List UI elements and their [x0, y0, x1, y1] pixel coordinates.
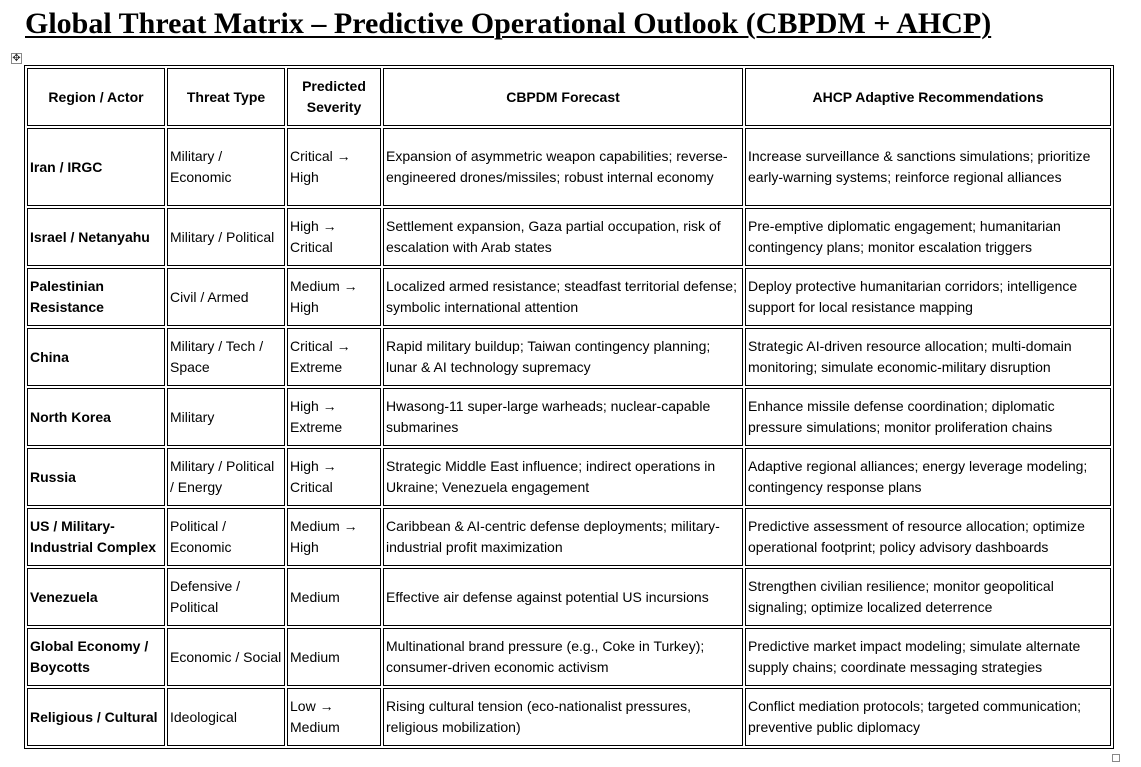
table-row — [27, 628, 1111, 686]
cell-region[interactable]: Iran / IRGC — [27, 128, 165, 206]
cell-region[interactable]: Venezuela — [27, 568, 165, 626]
cell-region[interactable]: Global Economy / Boycotts — [27, 628, 165, 686]
cell-severity[interactable]: Medium → High — [287, 508, 381, 566]
cell-forecast[interactable]: Rising cultural tension (eco-nationalist pressures, religious mobilization) — [383, 688, 743, 746]
cell-forecast[interactable]: Localized armed resistance; steadfast territorial defense; symbolic international attention — [383, 268, 743, 326]
cell-region[interactable]: North Korea — [27, 388, 165, 446]
table-row — [27, 568, 1111, 626]
cell-recommendations[interactable]: Predictive market impact modeling; simulate alternate supply chains; coordinate messaging strategies — [745, 628, 1111, 686]
table-resize-handle[interactable] — [1112, 754, 1120, 762]
table-row — [27, 508, 1111, 566]
cell-region[interactable]: Palestinian Resistance — [27, 268, 165, 326]
cell-recommendations[interactable]: Predictive assessment of resource allocation; optimize operational footprint; policy advisory dashboards — [745, 508, 1111, 566]
table-row — [27, 388, 1111, 446]
cell-region[interactable]: Israel / Netanyahu — [27, 208, 165, 266]
cell-threat-type[interactable]: Political / Economic — [167, 508, 285, 566]
cell-severity[interactable]: Critical → High — [287, 128, 381, 206]
header-ahcp-recommendations: AHCP Adaptive Recommendations — [745, 68, 1111, 126]
cell-threat-type[interactable]: Military / Economic — [167, 128, 285, 206]
cell-forecast[interactable]: Caribbean & AI-centric defense deployments; military-industrial profit maximization — [383, 508, 743, 566]
threat-matrix-table — [24, 65, 1114, 749]
cell-region[interactable]: China — [27, 328, 165, 386]
cell-recommendations[interactable]: Pre-emptive diplomatic engagement; humanitarian contingency plans; monitor escalation triggers — [745, 208, 1111, 266]
table-header-row — [27, 68, 1111, 126]
cell-recommendations[interactable]: Increase surveillance & sanctions simulations; prioritize early-warning systems; reinforce regional alliances — [745, 128, 1111, 206]
cell-region[interactable]: Religious / Cultural — [27, 688, 165, 746]
cell-recommendations[interactable]: Strategic AI-driven resource allocation; multi-domain monitoring; simulate economic-military disruption — [745, 328, 1111, 386]
cell-region[interactable]: Russia — [27, 448, 165, 506]
cell-threat-type[interactable]: Defensive / Political — [167, 568, 285, 626]
header-region: Region / Actor — [27, 68, 165, 126]
table-row — [27, 208, 1111, 266]
cell-threat-type[interactable]: Civil / Armed — [167, 268, 285, 326]
document-title: Global Threat Matrix – Predictive Operational Outlook (CBPDM + AHCP) — [25, 7, 992, 40]
header-predicted-severity: Predicted Severity — [287, 68, 381, 126]
table-row — [27, 328, 1111, 386]
table-row — [27, 448, 1111, 506]
cell-severity[interactable]: Medium — [287, 568, 381, 626]
cell-recommendations[interactable]: Enhance missile defense coordination; diplomatic pressure simulations; monitor proliferation chains — [745, 388, 1111, 446]
table-row — [27, 268, 1111, 326]
cell-severity[interactable]: Medium — [287, 628, 381, 686]
cell-threat-type[interactable]: Military / Political / Energy — [167, 448, 285, 506]
table-row — [27, 688, 1111, 746]
cell-severity[interactable]: High → Critical — [287, 208, 381, 266]
cell-forecast[interactable]: Hwasong-11 super-large warheads; nuclear-capable submarines — [383, 388, 743, 446]
cell-forecast[interactable]: Expansion of asymmetric weapon capabilities; reverse-engineered drones/missiles; robust internal economy — [383, 128, 743, 206]
table-move-handle-icon[interactable]: ✥ — [12, 53, 21, 64]
cell-threat-type[interactable]: Military — [167, 388, 285, 446]
cell-region[interactable]: US / Military-Industrial Complex — [27, 508, 165, 566]
cell-forecast[interactable]: Effective air defense against potential US incursions — [383, 568, 743, 626]
cell-forecast[interactable]: Rapid military buildup; Taiwan contingency planning; lunar & AI technology supremacy — [383, 328, 743, 386]
cell-recommendations[interactable]: Strengthen civilian resilience; monitor geopolitical signaling; optimize localized deterrence — [745, 568, 1111, 626]
cell-severity[interactable]: High → Critical — [287, 448, 381, 506]
cell-forecast[interactable]: Settlement expansion, Gaza partial occupation, risk of escalation with Arab states — [383, 208, 743, 266]
cell-severity[interactable]: Low → Medium — [287, 688, 381, 746]
cell-threat-type[interactable]: Military / Political — [167, 208, 285, 266]
header-cbpdm-forecast: CBPDM Forecast — [383, 68, 743, 126]
cell-forecast[interactable]: Multinational brand pressure (e.g., Coke in Turkey); consumer-driven economic activism — [383, 628, 743, 686]
table-row — [27, 128, 1111, 206]
cell-severity[interactable]: Critical → Extreme — [287, 328, 381, 386]
cell-recommendations[interactable]: Deploy protective humanitarian corridors; intelligence support for local resistance mapping — [745, 268, 1111, 326]
cell-recommendations[interactable]: Adaptive regional alliances; energy leverage modeling; contingency response plans — [745, 448, 1111, 506]
cell-severity[interactable]: Medium → High — [287, 268, 381, 326]
cell-threat-type[interactable]: Military / Tech / Space — [167, 328, 285, 386]
cell-recommendations[interactable]: Conflict mediation protocols; targeted communication; preventive public diplomacy — [745, 688, 1111, 746]
cell-forecast[interactable]: Strategic Middle East influence; indirect operations in Ukraine; Venezuela engagement — [383, 448, 743, 506]
cell-threat-type[interactable]: Ideological — [167, 688, 285, 746]
cell-severity[interactable]: High → Extreme — [287, 388, 381, 446]
header-threat-type: Threat Type — [167, 68, 285, 126]
cell-threat-type[interactable]: Economic / Social — [167, 628, 285, 686]
